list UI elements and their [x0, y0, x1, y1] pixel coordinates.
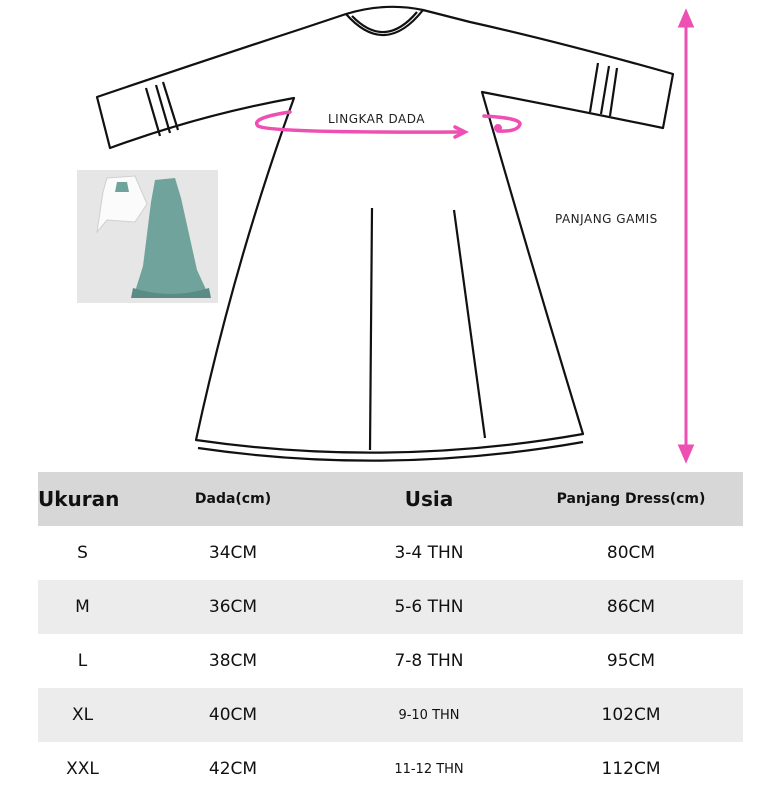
age-cell: 7-8 THN: [394, 651, 464, 671]
size-cell: S: [77, 543, 88, 563]
header-age: Usia: [339, 472, 519, 526]
chest-label: LINGKAR DADA: [328, 112, 425, 126]
header-length: Panjang Dress(cm): [519, 472, 743, 526]
length-cell: 95CM: [606, 651, 656, 671]
pleat-left: [370, 208, 372, 450]
size-table: [38, 472, 743, 796]
age-cell: 11-12 THN: [394, 761, 464, 777]
header-chest: Dada(cm): [127, 472, 339, 526]
length-label: PANJANG GAMIS: [555, 212, 658, 226]
age-cell: 5-6 THN: [339, 580, 519, 634]
table-row: [38, 580, 743, 634]
chest-cell: 42CM: [208, 759, 258, 779]
age-cell: 9-10 THN: [339, 688, 519, 742]
size-cell: XL: [38, 688, 127, 742]
size-cell: L: [77, 651, 88, 671]
size-cell: XXL: [66, 759, 99, 779]
chest-cell: 38CM: [208, 651, 258, 671]
table-row: [38, 688, 743, 742]
length-cell: 102CM: [519, 688, 743, 742]
size-cell: M: [38, 580, 127, 634]
table-row: [38, 634, 743, 688]
pleat-right: [454, 210, 485, 438]
length-cell: 112CM: [601, 759, 661, 779]
chest-cell: 40CM: [127, 688, 339, 742]
table-header-row: [38, 472, 743, 526]
table-row: [38, 742, 743, 796]
length-cell: 86CM: [519, 580, 743, 634]
age-cell: 3-4 THN: [394, 543, 464, 563]
header-size: Ukuran: [38, 472, 127, 526]
length-cell: 80CM: [606, 543, 656, 563]
chest-cell: 34CM: [208, 543, 258, 563]
product-photo: [77, 170, 218, 303]
chest-cell: 36CM: [127, 580, 339, 634]
table-row: [38, 526, 743, 580]
